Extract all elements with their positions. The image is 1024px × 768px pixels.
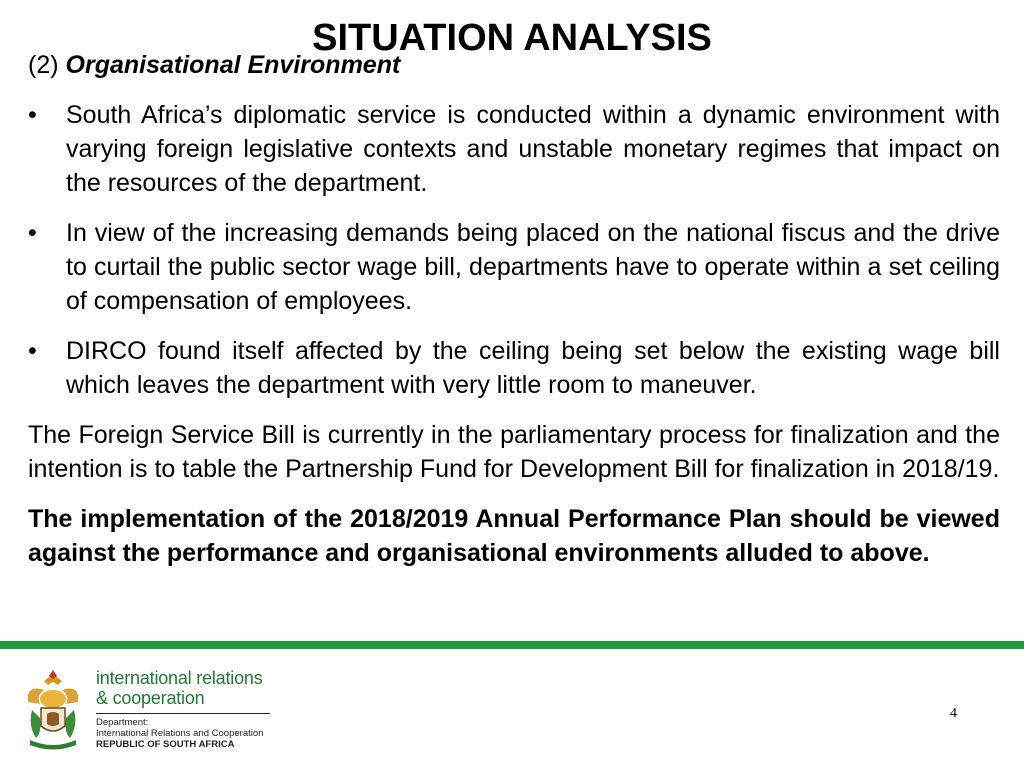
department-logo <box>96 668 326 750</box>
logo-line-2: & cooperation <box>96 688 205 708</box>
department-name: International Relations and Cooperation <box>96 728 264 739</box>
logo-rule <box>96 713 270 714</box>
bullet-symbol: • <box>28 219 37 247</box>
country-name: REPUBLIC OF SOUTH AFRICA <box>96 739 235 750</box>
subtitle-number: (2) <box>28 51 59 79</box>
slide-title: SITUATION ANALYSIS <box>312 17 712 59</box>
foreign-service-paragraph: The Foreign Service Bill is currently in the parliamentary process for finalization and the intention is to table the Partnership Fund for Development Bill for finalization in 2018/19. <box>28 421 1000 483</box>
subtitle-text: Organisational Environment <box>65 51 401 79</box>
conclusion-paragraph: The implementation of the 2018/2019 Annual Performance Plan should be viewed against the performance and organisational environments alluded to above. <box>28 505 1000 567</box>
bullet-text: In view of the increasing demands being placed on the national fiscus and the drive to curtail the public sector wage bill, departments have to operate within a set ceiling of compensation of employees. <box>66 219 1000 315</box>
bullet-item <box>28 216 1000 318</box>
bullet-text: South Africa’s diplomatic service is conducted within a dynamic environment with varying foreign legislative contexts and unstable monetary regimes that impact on the resources of the department. <box>66 101 1000 197</box>
bullet-symbol: • <box>28 337 37 365</box>
logo-line-1: international relations <box>96 668 263 688</box>
bullet-symbol: • <box>28 101 37 129</box>
footer-divider <box>0 641 1024 649</box>
bullet-item <box>28 98 1000 200</box>
section-subtitle <box>28 50 400 80</box>
coat-of-arms-icon <box>22 668 84 752</box>
slide-body <box>28 98 1000 586</box>
page-number: 4 <box>950 706 957 721</box>
bullet-text: DIRCO found itself affected by the ceiling being set below the existing wage bill which leaves the department with very little room to maneuver. <box>66 337 1000 399</box>
bullet-item <box>28 334 1000 402</box>
department-label: Department: <box>96 717 149 728</box>
